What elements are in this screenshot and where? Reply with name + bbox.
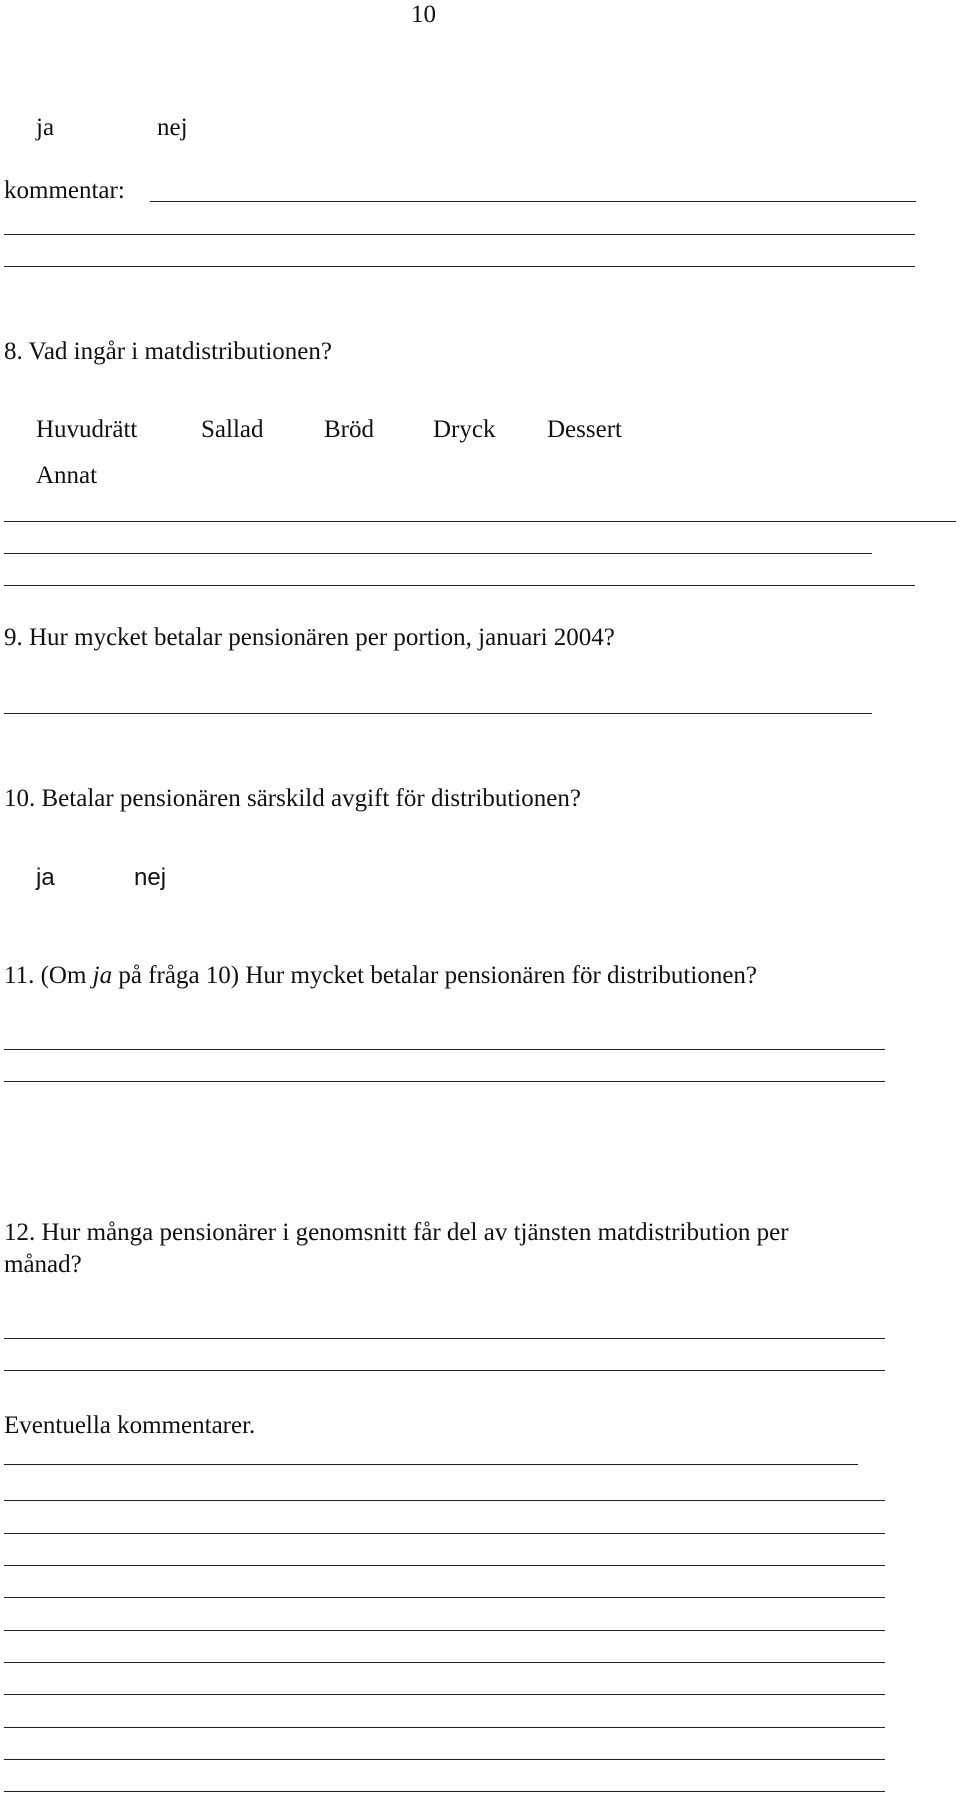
comments-line-8[interactable]	[4, 1694, 885, 1695]
question-9: 9. Hur mycket betalar pensionären per portion, januari 2004?	[4, 624, 615, 651]
q8-answer-line-3[interactable]	[4, 585, 915, 586]
q11-prefix: 11. (Om	[4, 962, 93, 989]
question-10: 10. Betalar pensionären särskild avgift för distributionen?	[4, 785, 581, 812]
option-huvudratt[interactable]: Huvudrätt	[36, 416, 138, 443]
q11-answer-line-2[interactable]	[4, 1081, 885, 1082]
q12-answer-line-1[interactable]	[4, 1338, 885, 1339]
q8-answer-line-2[interactable]	[4, 553, 872, 554]
no-option[interactable]: nej	[157, 114, 188, 141]
q9-answer-line[interactable]	[4, 713, 872, 714]
comment-line-3[interactable]	[4, 266, 915, 267]
comments-line-3[interactable]	[4, 1533, 885, 1534]
q8-answer-line-1[interactable]	[4, 521, 956, 522]
question-8: 8. Vad ingår i matdistributionen?	[4, 338, 332, 365]
comments-line-7[interactable]	[4, 1662, 885, 1663]
option-brod[interactable]: Bröd	[324, 416, 374, 443]
comments-line-11[interactable]	[4, 1791, 885, 1792]
comment-line-2[interactable]	[4, 234, 915, 235]
comments-line-1[interactable]	[4, 1464, 858, 1465]
option-dryck[interactable]: Dryck	[433, 416, 496, 443]
option-annat[interactable]: Annat	[36, 462, 98, 489]
q11-answer-line-1[interactable]	[4, 1049, 885, 1050]
question-12-line-1: 12. Hur många pensionärer i genomsnitt får del av tjänsten matdistribution per	[4, 1219, 789, 1246]
comments-line-9[interactable]	[4, 1727, 885, 1728]
comments-line-5[interactable]	[4, 1597, 885, 1598]
comments-line-10[interactable]	[4, 1759, 885, 1760]
comment-label: kommentar:	[4, 177, 125, 204]
question-12-line-2: månad?	[4, 1251, 82, 1278]
q10-no-option[interactable]: nej	[134, 864, 167, 891]
option-dessert[interactable]: Dessert	[547, 416, 622, 443]
comments-line-6[interactable]	[4, 1630, 885, 1631]
q11-suffix: på fråga 10) Hur mycket betalar pensionären för distributionen?	[112, 962, 758, 989]
comment-line-1[interactable]	[150, 201, 916, 202]
option-sallad[interactable]: Sallad	[201, 416, 264, 443]
q10-yes-option[interactable]: ja	[36, 864, 55, 891]
comments-line-2[interactable]	[4, 1500, 885, 1501]
q12-answer-line-2[interactable]	[4, 1370, 885, 1371]
q11-italic-ja: ja	[92, 962, 113, 989]
page-number: 10	[411, 1, 436, 28]
yes-option[interactable]: ja	[36, 114, 55, 141]
question-11	[4, 961, 757, 991]
comments-line-4[interactable]	[4, 1565, 885, 1566]
comments-heading: Eventuella kommentarer.	[4, 1412, 256, 1439]
